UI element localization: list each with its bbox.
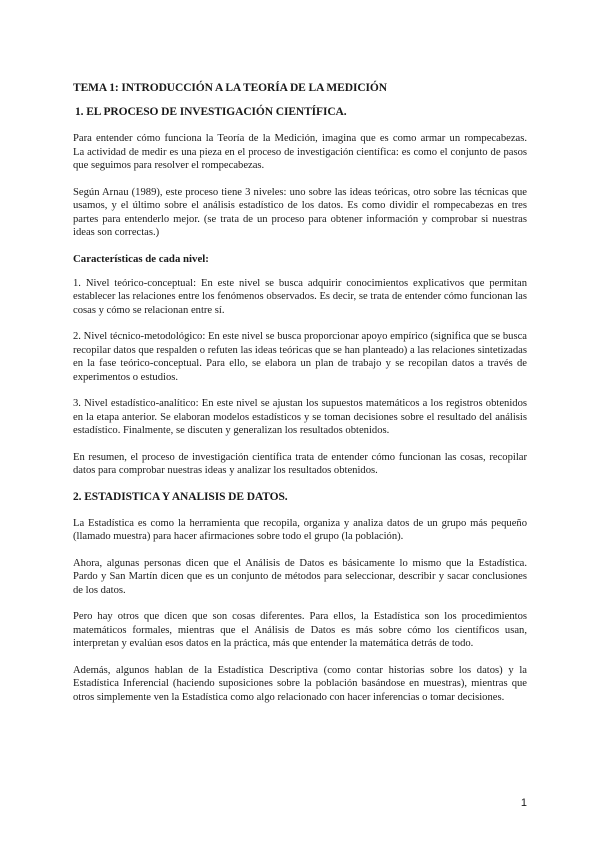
levels-subheading: Características de cada nivel: — [73, 252, 209, 265]
section-2-paragraph-2: Ahora, algunas personas dicen que el Análisis de Datos es básicamente lo mismo que la Estadística. Pardo y San Martín dicen que es un conjunto de métodos para seleccionar, describir y sacar conclusiones de los datos. — [73, 557, 549, 596]
section-1-heading: 1. EL PROCESO DE INVESTIGACIÓN CIENTÍFICA. — [75, 106, 347, 118]
summary-paragraph: En resumen, el proceso de investigación científica trata de entender cómo funcionan las cosas, recopilar datos para comprobar nuestras ideas y analizar los resultados obtenidos. — [73, 451, 527, 476]
level-1-paragraph: 1. Nivel teórico-conceptual: En este nivel se busca adquirir conocimientos explicativos que permitan establecer las relaciones entre los fenómenos observados. Es decir, se trata de entender cómo funcionan las cosas y cómo se relacionan entre sí. — [73, 277, 527, 316]
level-3-paragraph: 3. Nivel estadístico-analítico: En este nivel se ajustan los supuestos matemáticos a los registros obtenidos en la etapa anterior. Se elaboran modelos estadísticos y se toman decisiones sobre el resultado del análisis estadístico. Finalmente, se discuten y generalizan los resultados obtenidos. — [73, 398, 527, 436]
section-1-paragraph-2: Según Arnau (1989), este proceso tiene 3 niveles: uno sobre las ideas teóricas, otro sobre las técnicas que usamos, y el último sobre el análisis estadístico de los datos. Es como dividir el rompecabezas en tres partes para entenderlo mejor. (se trata de un proceso para obtener información y comprobar si nuestras ideas son correctas.) — [73, 186, 527, 238]
section-2-paragraph-4: Además, algunos hablan de la Estadística Descriptiva (como contar historias sobre los datos) y la Estadística Inferencial (haciendo suposiciones sobre la población basándose en muestras), mientras que otros simplemente ven la Estadística como algo relacionado con hacer inferencias o tomar decisiones. — [73, 664, 527, 703]
section-2-heading: 2. ESTADISTICA Y ANALISIS DE DATOS. — [73, 490, 288, 503]
section-2-paragraph-3: Pero hay otros que dicen que son cosas diferentes. Para ellos, la Estadística son los procedimientos matemáticos formales, mientras que el Análisis de Datos es más sobre cómo los científicos usan, interpretan y evalúan esos datos en la práctica, más que entender la matemática detrás de todo. — [73, 611, 527, 649]
level-2-paragraph: 2. Nivel técnico-metodológico: En este nivel se busca proporcionar apoyo empírico (significa que se busca recopilar datos que respalden o refuten las ideas teóricas que se han planteado) a las relaciones sintetizadas en la fase teórico-conceptual. Para ello, se elabora un plan de trabajo y se recopilan datos a través de experimentos o estudios. — [73, 331, 527, 383]
page-number: 1 — [520, 797, 527, 809]
section-1-paragraph-1: Para entender cómo funciona la Teoría de la Medición, imagina que es como armar un rompecabezas. La actividad de medir es una pieza en el proceso de investigación científica: es como el conjunto de pasos que seguimos para resolver el rompecabezas. — [73, 133, 549, 171]
section-2-paragraph-1: La Estadística es como la herramienta que recopila, organiza y analiza datos de un grupo más pequeño (llamado muestra) para hacer afirmaciones sobre todo el grupo (la población). — [73, 517, 527, 542]
document-title: TEMA 1: INTRODUCCIÓN A LA TEORÍA DE LA MEDICIÓN — [73, 82, 387, 94]
